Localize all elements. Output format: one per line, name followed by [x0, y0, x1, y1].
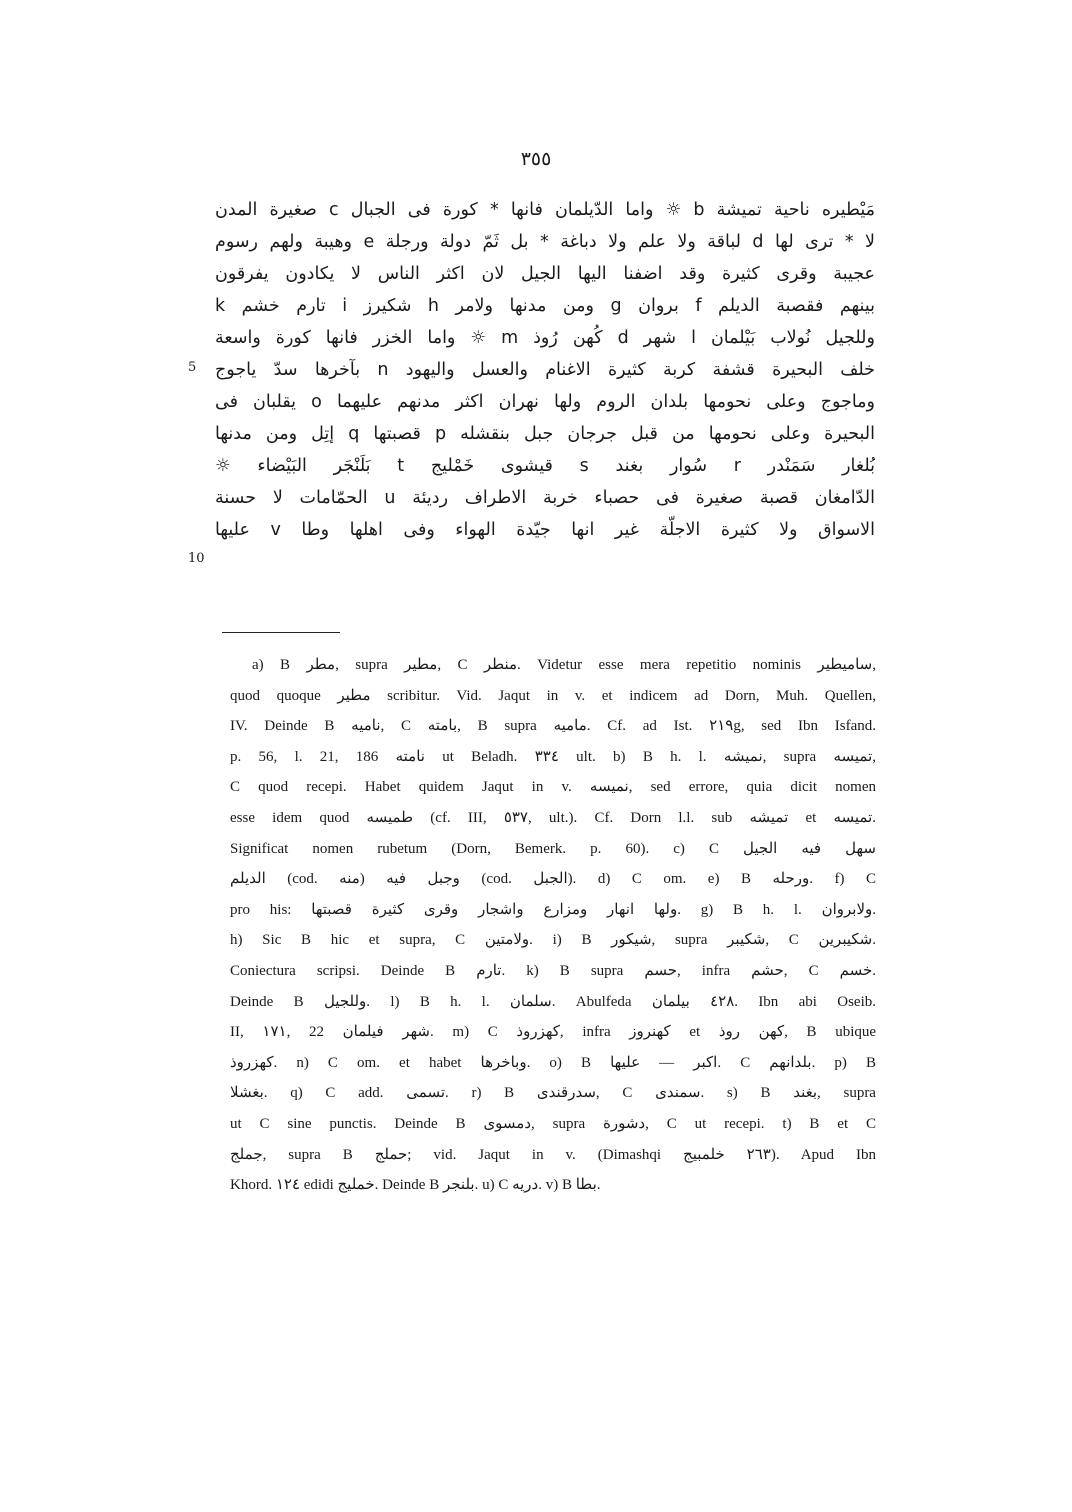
footnote-line: quod quoque مطير scribitur. Vid. Jaqut in v. et indicem ad Dorn, Muh. Quellen,	[230, 687, 876, 704]
footnote-divider	[222, 632, 340, 633]
arabic-text-line: بُلغار سَمَنْدر r سُوار بغند s قيشوى خَمْليج t بَلَنْجَر البَيْضاء ☼	[215, 456, 875, 476]
footnote-line: بغشلا. q) C add. تسمى. r) B سدرقندى, C سمندى. s) B بغند, supra	[230, 1085, 876, 1102]
footnote-line: كهزروذ. n) C om. et habet وباخرها. o) B اكبر — عليها. C بلدانهم. p) B	[230, 1054, 876, 1071]
footnote-line: C quod recepi. Habet quidem Jaqut in v. نميسه, sed errore, quia dicit nomen	[230, 779, 876, 796]
footnote-line: a) B مطر, supra مطير, C منطر. Videtur esse mera repetitio nominis ساميطير,	[252, 657, 876, 673]
footnote-line: الديلم (cod. منه) وجبل فيه (cod. الجبل). d) C om. e) B ورحله. f) C	[230, 871, 876, 888]
footnote-line: Coniectura scripsi. Deinde B تارم. k) B supra حسم, infra حشم, C خسم.	[230, 962, 876, 979]
footnote-line: Significat nomen rubetum (Dorn, Bemerk. p. 60). c) C سهل فيه الجيل	[230, 840, 876, 857]
arabic-text-line: وللجيل نُولاب بَيْلمان l شهر d كُهن رُوذ m ☼ واما الخزر فانها كورة واسعة	[215, 328, 875, 348]
arabic-text-line: خلف البحيرة قشفة كربة كثيرة الاغنام والعسل واليهود n بآخرها سدّ ياجوج	[215, 360, 875, 380]
arabic-text-line: وماجوج وعلى نحومها بلدان الروم ولها نهران اكثر مدنهم عليهما o يقلبان فى	[215, 392, 875, 412]
arabic-text-line: الاسواق ولا كثيرة الاجلّة غير انها جيّدة الهواء وفى اهلها وطا v عليها	[215, 520, 875, 540]
footnote-line: p. 56, l. 21, 186 نامته ut Beladh. ٣٣٤ ult. b) B h. l. نميشه, supra تميسه,	[230, 748, 876, 765]
footnote-line: ut C sine punctis. Deinde B دمسوى, supra دشورة, C ut recepi. t) B et C	[230, 1115, 876, 1132]
arabic-text-line: عجيبة وقرى كثيرة وقد اضفنا اليها الجيل لان اكثر الناس لا يكادون يفرقون	[215, 264, 875, 284]
footnotes	[230, 650, 876, 1201]
footnote-line: IV. Deinde B ناميه, C بامته, B supra ماميه. Cf. ad Ist. ٢١٩g, sed Ibn Isfand.	[230, 718, 876, 735]
footnote-line: Khord. ١٢٤ edidi خمليج. Deinde B بلنجر. u) C دريه. v) B بطا.	[230, 1177, 601, 1194]
arabic-text-line: لا * ترى لها d لباقة ولا علم ولا دباغة * بل ثَمّ دولة ورجلة e وهيبة ولهم رسوم	[215, 232, 875, 252]
footnote-line: esse idem quod طميسه (cf. III, ٥٣٧, ult.). Cf. Dorn l.l. sub تميشه et تميسه.	[230, 809, 876, 826]
footnote-line: h) Sic B hic et supra, C ولامتين. i) B شيكور, supra شكيبر, C شكيبرين.	[230, 932, 876, 949]
arabic-text-line: مَيْطيره ناحية تميشة b ☼ واما الدّيلمان فانها * كورة فى الجبال c صغيرة المدن	[215, 200, 875, 220]
line-number-10: 10	[188, 551, 205, 566]
page-number: ٣٥٥	[520, 148, 552, 170]
arabic-text-line: الدّامغان قصبة صغيرة فى حصباء خربة الاطراف رديئة u الحمّامات لا حسنة	[215, 488, 875, 508]
footnote-line: II, ١٧١, 22 شهر فيلمان. m) C كهزروذ, infra كهنروز et كهن روذ, B ubique	[230, 1024, 876, 1041]
arabic-text-line: البحيرة وعلى نحومها من قبل جرجان جبل بنقشله p قصبتها q إتِل ومن مدنها	[215, 424, 875, 444]
footnote-line: pro his: ولها انهار ومزارع واشجار وقرى كثيرة قصبتها. g) B h. l. ولابروان.	[230, 901, 876, 918]
arabic-text-line: بينهم فقصبة الديلم f بروان g ومن مدنها ولامر h شكيرز i تارم خشم k	[215, 296, 875, 316]
footnote-line: جملج, supra B حملج; vid. Jaqut in v. (Dimashqi ٢٦٣ خلمبيج). Apud Ibn	[230, 1146, 876, 1163]
arabic-main-text	[215, 194, 875, 546]
footnote-line: Deinde B وللجيل. l) B h. l. سلمان. Abulfeda ٤٢٨ بيلمان. Ibn abi Oseib.	[230, 993, 876, 1010]
line-number-5: 5	[188, 360, 197, 375]
